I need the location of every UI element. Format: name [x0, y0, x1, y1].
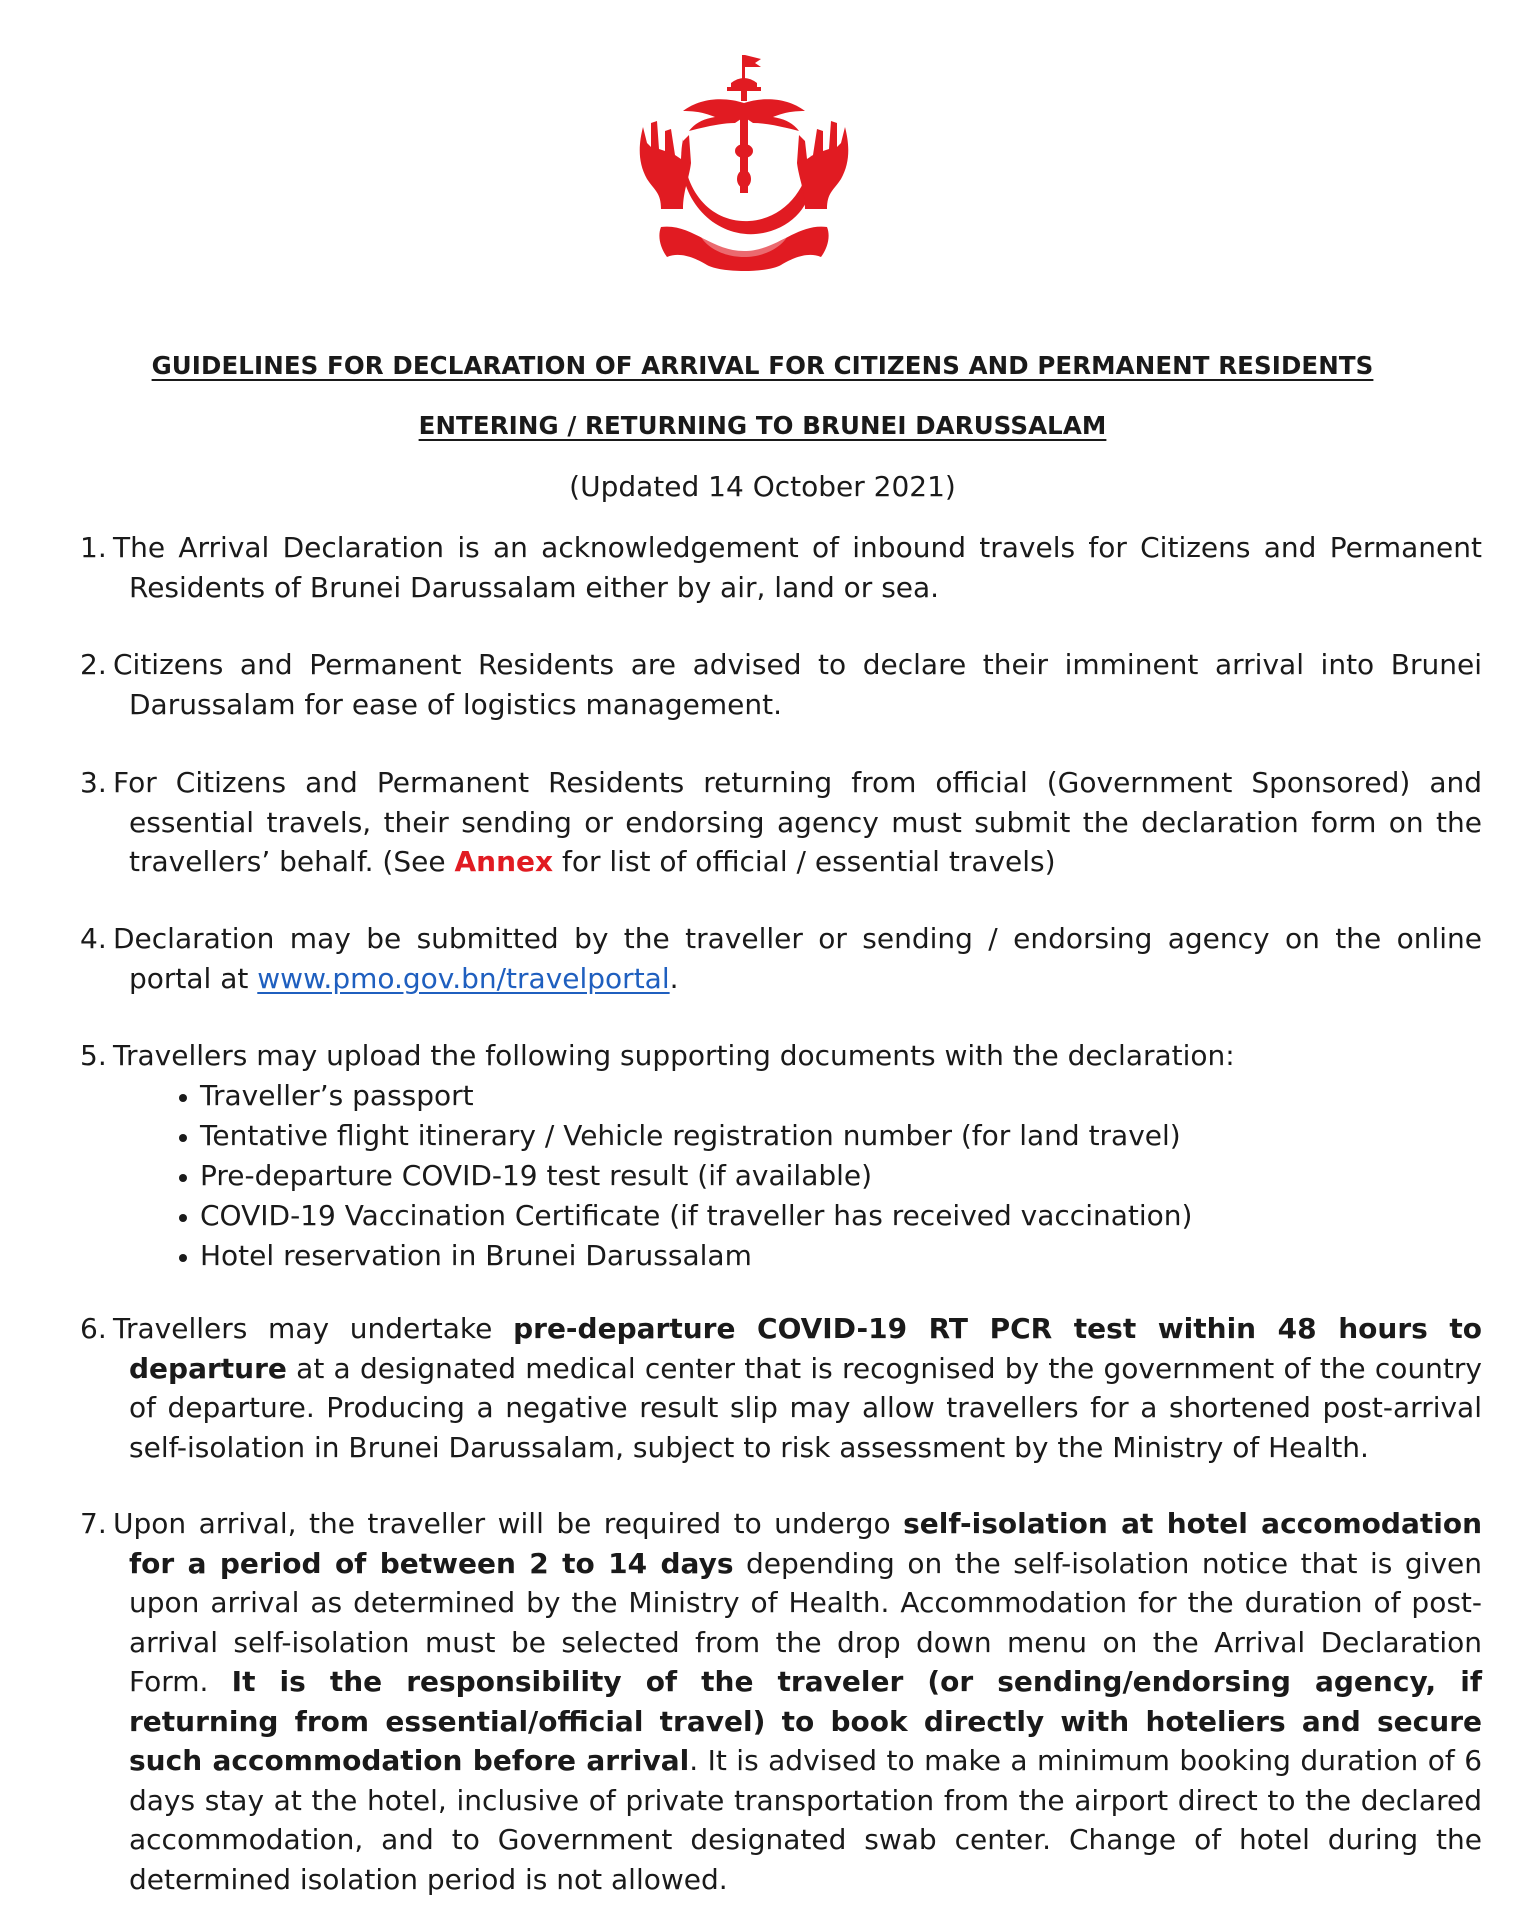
list-item: Pre-departure COVID-19 test result (if available) — [176, 1156, 1376, 1196]
guideline-item-5 — [80, 1036, 1482, 1076]
supporting-documents-list — [176, 1076, 1376, 1276]
list-item: Tentative flight itinerary / Vehicle registration number (for land travel) — [176, 1116, 1376, 1156]
guideline-item-3 — [80, 763, 1482, 882]
document-title-line1: GUIDELINES FOR DECLARATION OF ARRIVAL FOR CITIZENS AND PERMANENT RESIDENTS — [151, 351, 1374, 380]
item-number: 6. — [80, 1312, 107, 1345]
item-bold-text: pre-departure COVID-19 RT PCR test within 48 hours to departure — [129, 1312, 1482, 1385]
guideline-item-4 — [80, 919, 1482, 998]
item-text: The Arrival Declaration is an acknowledgement of inbound travels for Citizens and Permanent Residents of Brunei Darussalam either by air, land or sea. — [113, 531, 1482, 604]
brunei-crest-emblem — [631, 51, 857, 279]
item-number: 2. — [80, 648, 107, 681]
updated-date: (Updated 14 October 2021) — [569, 470, 956, 503]
item-text-cont: . — [669, 961, 679, 995]
item-number: 1. — [80, 531, 107, 564]
item-bold-text-2: It is the responsibility of the traveler (or sending/endorsing agency, if returning from essential/official travel) to book directly with hoteliers and secure such accommodation before arrival — [129, 1665, 1482, 1777]
item-number: 4. — [80, 922, 107, 955]
item-text: Travellers may upload the following supporting documents with the declaration: — [113, 1039, 1235, 1072]
document-title-line2: ENTERING / RETURNING TO BRUNEI DARUSSALAM — [418, 411, 1107, 440]
list-item: COVID-19 Vaccination Certificate (if traveller has received vaccination) — [176, 1196, 1376, 1236]
item-bold-text: self-isolation at hotel accomodation for a period of between 2 to 14 days — [129, 1507, 1483, 1580]
travel-portal-link[interactable]: www.pmo.gov.bn/travelportal — [257, 961, 670, 995]
item-text: Upon arrival, the traveller will be required to undergo — [113, 1507, 904, 1540]
item-text: For Citizens and Permanent Residents returning from official (Government Sponsored) and essential travels, their sending or endorsing agency must submit the declaration form on the travellers’ behalf. (See — [113, 766, 1482, 878]
guideline-item-1 — [80, 528, 1482, 607]
guideline-item-7 — [80, 1504, 1482, 1899]
list-item: Hotel reservation in Brunei Darussalam — [176, 1236, 1376, 1276]
item-text-cont: depending on the self-isolation notice that is given upon arrival as determined by the Ministry of Health. Accommodation for the duration of post-arrival self-isolation must be selected from the drop down menu on the Arrival Declaration Form. — [129, 1546, 1482, 1698]
item-text-cont: at a designated medical center that is recognised by the government of the country of departure. Producing a negative result slip may allow travellers for a shortened post-arrival self-isolation in Brunei Darussalam, subject to risk assessment by the Ministry of Health. — [129, 1351, 1482, 1464]
item-number: 7. — [80, 1507, 107, 1540]
item-number: 3. — [80, 766, 107, 799]
item-text: Travellers may undertake — [113, 1312, 514, 1345]
item-number: 5. — [80, 1039, 107, 1072]
item-text: Citizens and Permanent Residents are advised to declare their imminent arrival into Brunei Darussalam for ease of logistics management. — [113, 648, 1482, 721]
guideline-item-2 — [80, 645, 1482, 724]
item-text-cont: for list of official / essential travels) — [553, 845, 1056, 878]
guideline-item-6 — [80, 1309, 1482, 1467]
item-text-end: . It is advised to make a minimum booking duration of 6 days stay at the hotel, inclusive of private transportation from the airport direct to the declared accommodation, and to Government designated swab center. Change of hotel during the determined isolation period is not allowed. — [129, 1744, 1483, 1896]
item-text: Declaration may be submitted by the traveller or sending / endorsing agency on the online portal at — [113, 922, 1482, 995]
annex-reference: Annex — [454, 845, 554, 878]
list-item: Traveller’s passport — [176, 1076, 1376, 1116]
